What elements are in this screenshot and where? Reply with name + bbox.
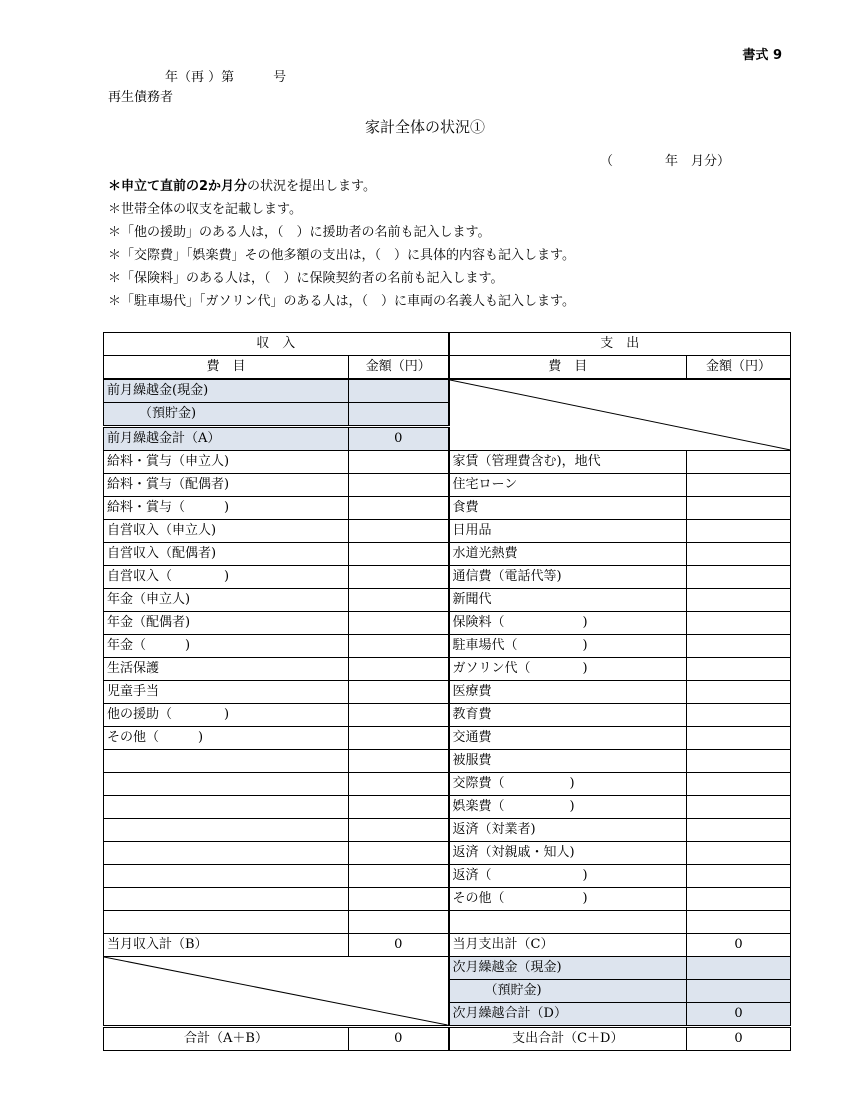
table-row [104, 566, 791, 589]
income-total-label: 当月収入計（B） [104, 934, 349, 957]
expense-amount[interactable] [687, 566, 791, 589]
table-row [104, 842, 791, 865]
expense-item: 保険料（ ) [449, 612, 687, 635]
table-row [104, 451, 791, 474]
income-total-amount: 0 [349, 934, 449, 957]
expense-item: その他（ ) [449, 888, 687, 911]
income-item [104, 819, 349, 842]
form-number: 書式 9 [742, 48, 782, 63]
carry-prev-total-label: 前月繰越金計（A） [104, 427, 349, 451]
expense-blank-diagonal [449, 379, 791, 451]
carry-prev-cash-label: 前月繰越金(現金) [104, 379, 349, 403]
carry-next-total-amount: 0 [687, 1003, 791, 1027]
expense-item: 教育費 [449, 704, 687, 727]
expense-amount[interactable] [687, 635, 791, 658]
income-item-col-header: 費 目 [104, 356, 349, 380]
expense-header: 支 出 [449, 333, 791, 356]
income-item: 自営収入（配偶者) [104, 543, 349, 566]
page-title: 家計全体の状況① [364, 118, 485, 136]
table-row [104, 681, 791, 704]
expense-amount[interactable] [687, 589, 791, 612]
note-line: ＊申立て直前の2か月分の状況を提出します。 [108, 179, 377, 194]
expense-item: 娯楽費（ ) [449, 796, 687, 819]
diagonal-line [450, 380, 791, 450]
carry-prev-total-amount: 0 [349, 427, 449, 451]
income-item [104, 796, 349, 819]
grand-expense-amount: 0 [687, 1027, 791, 1051]
household-budget-table [103, 332, 791, 1051]
income-item [104, 911, 349, 934]
expense-amount[interactable] [687, 451, 791, 474]
income-blank-diagonal [104, 957, 449, 1027]
expense-amount[interactable] [687, 796, 791, 819]
expense-amount[interactable] [687, 888, 791, 911]
expense-amount[interactable] [687, 727, 791, 750]
table-row [104, 773, 791, 796]
income-amount[interactable] [349, 474, 449, 497]
expense-item: 返済（ ) [449, 865, 687, 888]
income-amount-col-header: 金額（円） [349, 356, 449, 380]
income-amount[interactable] [349, 911, 449, 934]
expense-item: 交通費 [449, 727, 687, 750]
income-amount[interactable] [349, 520, 449, 543]
expense-amount[interactable] [687, 819, 791, 842]
income-item: 給料・賞与（申立人) [104, 451, 349, 474]
income-item [104, 888, 349, 911]
expense-amount[interactable] [687, 773, 791, 796]
income-amount[interactable] [349, 543, 449, 566]
income-amount[interactable] [349, 750, 449, 773]
expense-amount[interactable] [687, 704, 791, 727]
expense-item: 返済（対業者) [449, 819, 687, 842]
expense-item: 医療費 [449, 681, 687, 704]
table-row [104, 612, 791, 635]
note-line: ＊「駐車場代」「ガソリン代」のある人は，（ ）に車両の名義人も記入します。 [108, 294, 575, 309]
carry-next-cash-label: 次月繰越金（現金) [449, 957, 687, 980]
income-amount[interactable] [349, 704, 449, 727]
table-row [104, 727, 791, 750]
grand-income-amount: 0 [349, 1027, 449, 1051]
expense-amount[interactable] [687, 658, 791, 681]
note-line: ＊「保険料」のある人は，（ ）に保険契約者の名前も記入します。 [108, 271, 504, 286]
table-row [104, 497, 791, 520]
expense-amount[interactable] [687, 520, 791, 543]
table-row [104, 658, 791, 681]
expense-amount-col-header: 金額（円） [687, 356, 791, 380]
table-row [104, 796, 791, 819]
debtor-label: 再生債務者 [108, 90, 174, 105]
income-amount[interactable] [349, 451, 449, 474]
income-amount[interactable] [349, 681, 449, 704]
income-item: 年金（配偶者) [104, 612, 349, 635]
income-amount[interactable] [349, 566, 449, 589]
income-amount[interactable] [349, 819, 449, 842]
income-amount[interactable] [349, 497, 449, 520]
income-amount[interactable] [349, 727, 449, 750]
expense-item: 新聞代 [449, 589, 687, 612]
income-header: 収 入 [104, 333, 449, 356]
income-item: 年金（申立人) [104, 589, 349, 612]
expense-item: 返済（対親戚・知人) [449, 842, 687, 865]
note-line: ＊「交際費」「娯楽費」その他多額の支出は，（ ）に具体的内容も記入します。 [108, 248, 575, 263]
grand-expense-label: 支出合計（C＋D） [449, 1027, 687, 1051]
table-row [104, 750, 791, 773]
income-item: 給料・賞与（配偶者) [104, 474, 349, 497]
expense-total-amount: 0 [687, 934, 791, 957]
income-amount[interactable] [349, 842, 449, 865]
income-item: 給料・賞与（ ) [104, 497, 349, 520]
expense-amount[interactable] [687, 842, 791, 865]
income-amount[interactable] [349, 612, 449, 635]
expense-amount[interactable] [687, 865, 791, 888]
table-row [104, 474, 791, 497]
carry-prev-savings-label: （預貯金) [104, 403, 349, 427]
table-row [104, 819, 791, 842]
income-item: その他（ ) [104, 727, 349, 750]
income-item [104, 842, 349, 865]
note-line: ＊「他の援助」のある人は，（ ）に援助者の名前も記入します。 [108, 225, 491, 240]
table-row [104, 704, 791, 727]
expense-amount[interactable] [687, 543, 791, 566]
income-amount[interactable] [349, 773, 449, 796]
table-row [104, 589, 791, 612]
note-line: ＊世帯全体の収支を記載します。 [108, 202, 302, 217]
expense-amount[interactable] [687, 681, 791, 704]
table-row [104, 888, 791, 911]
period-field: （ 年 月分） [600, 154, 731, 169]
expense-item: 通信費（電話代等) [449, 566, 687, 589]
income-amount[interactable] [349, 635, 449, 658]
income-item [104, 750, 349, 773]
expense-amount[interactable] [687, 750, 791, 773]
expense-item [449, 911, 687, 934]
table-row [104, 911, 791, 934]
income-item: 他の援助（ ) [104, 704, 349, 727]
income-amount[interactable] [349, 796, 449, 819]
expense-item: 住宅ローン [449, 474, 687, 497]
expense-item: 駐車場代（ ) [449, 635, 687, 658]
income-amount[interactable] [349, 658, 449, 681]
income-item: 年金（ ) [104, 635, 349, 658]
income-item: 生活保護 [104, 658, 349, 681]
expense-amount[interactable] [687, 474, 791, 497]
income-item: 自営収入（ ) [104, 566, 349, 589]
table-row [104, 543, 791, 566]
income-item: 自営収入（申立人) [104, 520, 349, 543]
expense-amount[interactable] [687, 612, 791, 635]
expense-item: 日用品 [449, 520, 687, 543]
table-row [104, 865, 791, 888]
carry-prev-savings-amount[interactable] [349, 403, 449, 427]
expense-total-label: 当月支出計（C） [449, 934, 687, 957]
expense-item: 交際費（ ) [449, 773, 687, 796]
expense-amount[interactable] [687, 497, 791, 520]
table-row [104, 520, 791, 543]
grand-income-label: 合計（A＋B） [104, 1027, 349, 1051]
income-item: 児童手当 [104, 681, 349, 704]
income-amount[interactable] [349, 888, 449, 911]
expense-item: 被服費 [449, 750, 687, 773]
income-amount[interactable] [349, 865, 449, 888]
carry-next-savings-amount[interactable] [687, 980, 791, 1003]
expense-amount[interactable] [687, 911, 791, 934]
expense-item-col-header: 費 目 [449, 356, 687, 380]
income-item [104, 865, 349, 888]
carry-prev-cash-amount[interactable] [349, 379, 449, 403]
carry-next-savings-label: （預貯金) [449, 980, 687, 1003]
expense-item: 水道光熱費 [449, 543, 687, 566]
case-number-line: 年（再 ）第 号 [165, 70, 287, 85]
expense-item: 食費 [449, 497, 687, 520]
table-row [104, 635, 791, 658]
expense-item: 家賃（管理費含む)，地代 [449, 451, 687, 474]
carry-next-total-label: 次月繰越合計（D） [449, 1003, 687, 1027]
expense-item: ガソリン代（ ) [449, 658, 687, 681]
income-amount[interactable] [349, 589, 449, 612]
instruction-notes [108, 175, 575, 313]
carry-next-cash-amount[interactable] [687, 957, 791, 980]
diagonal-line [104, 957, 448, 1025]
income-item [104, 773, 349, 796]
